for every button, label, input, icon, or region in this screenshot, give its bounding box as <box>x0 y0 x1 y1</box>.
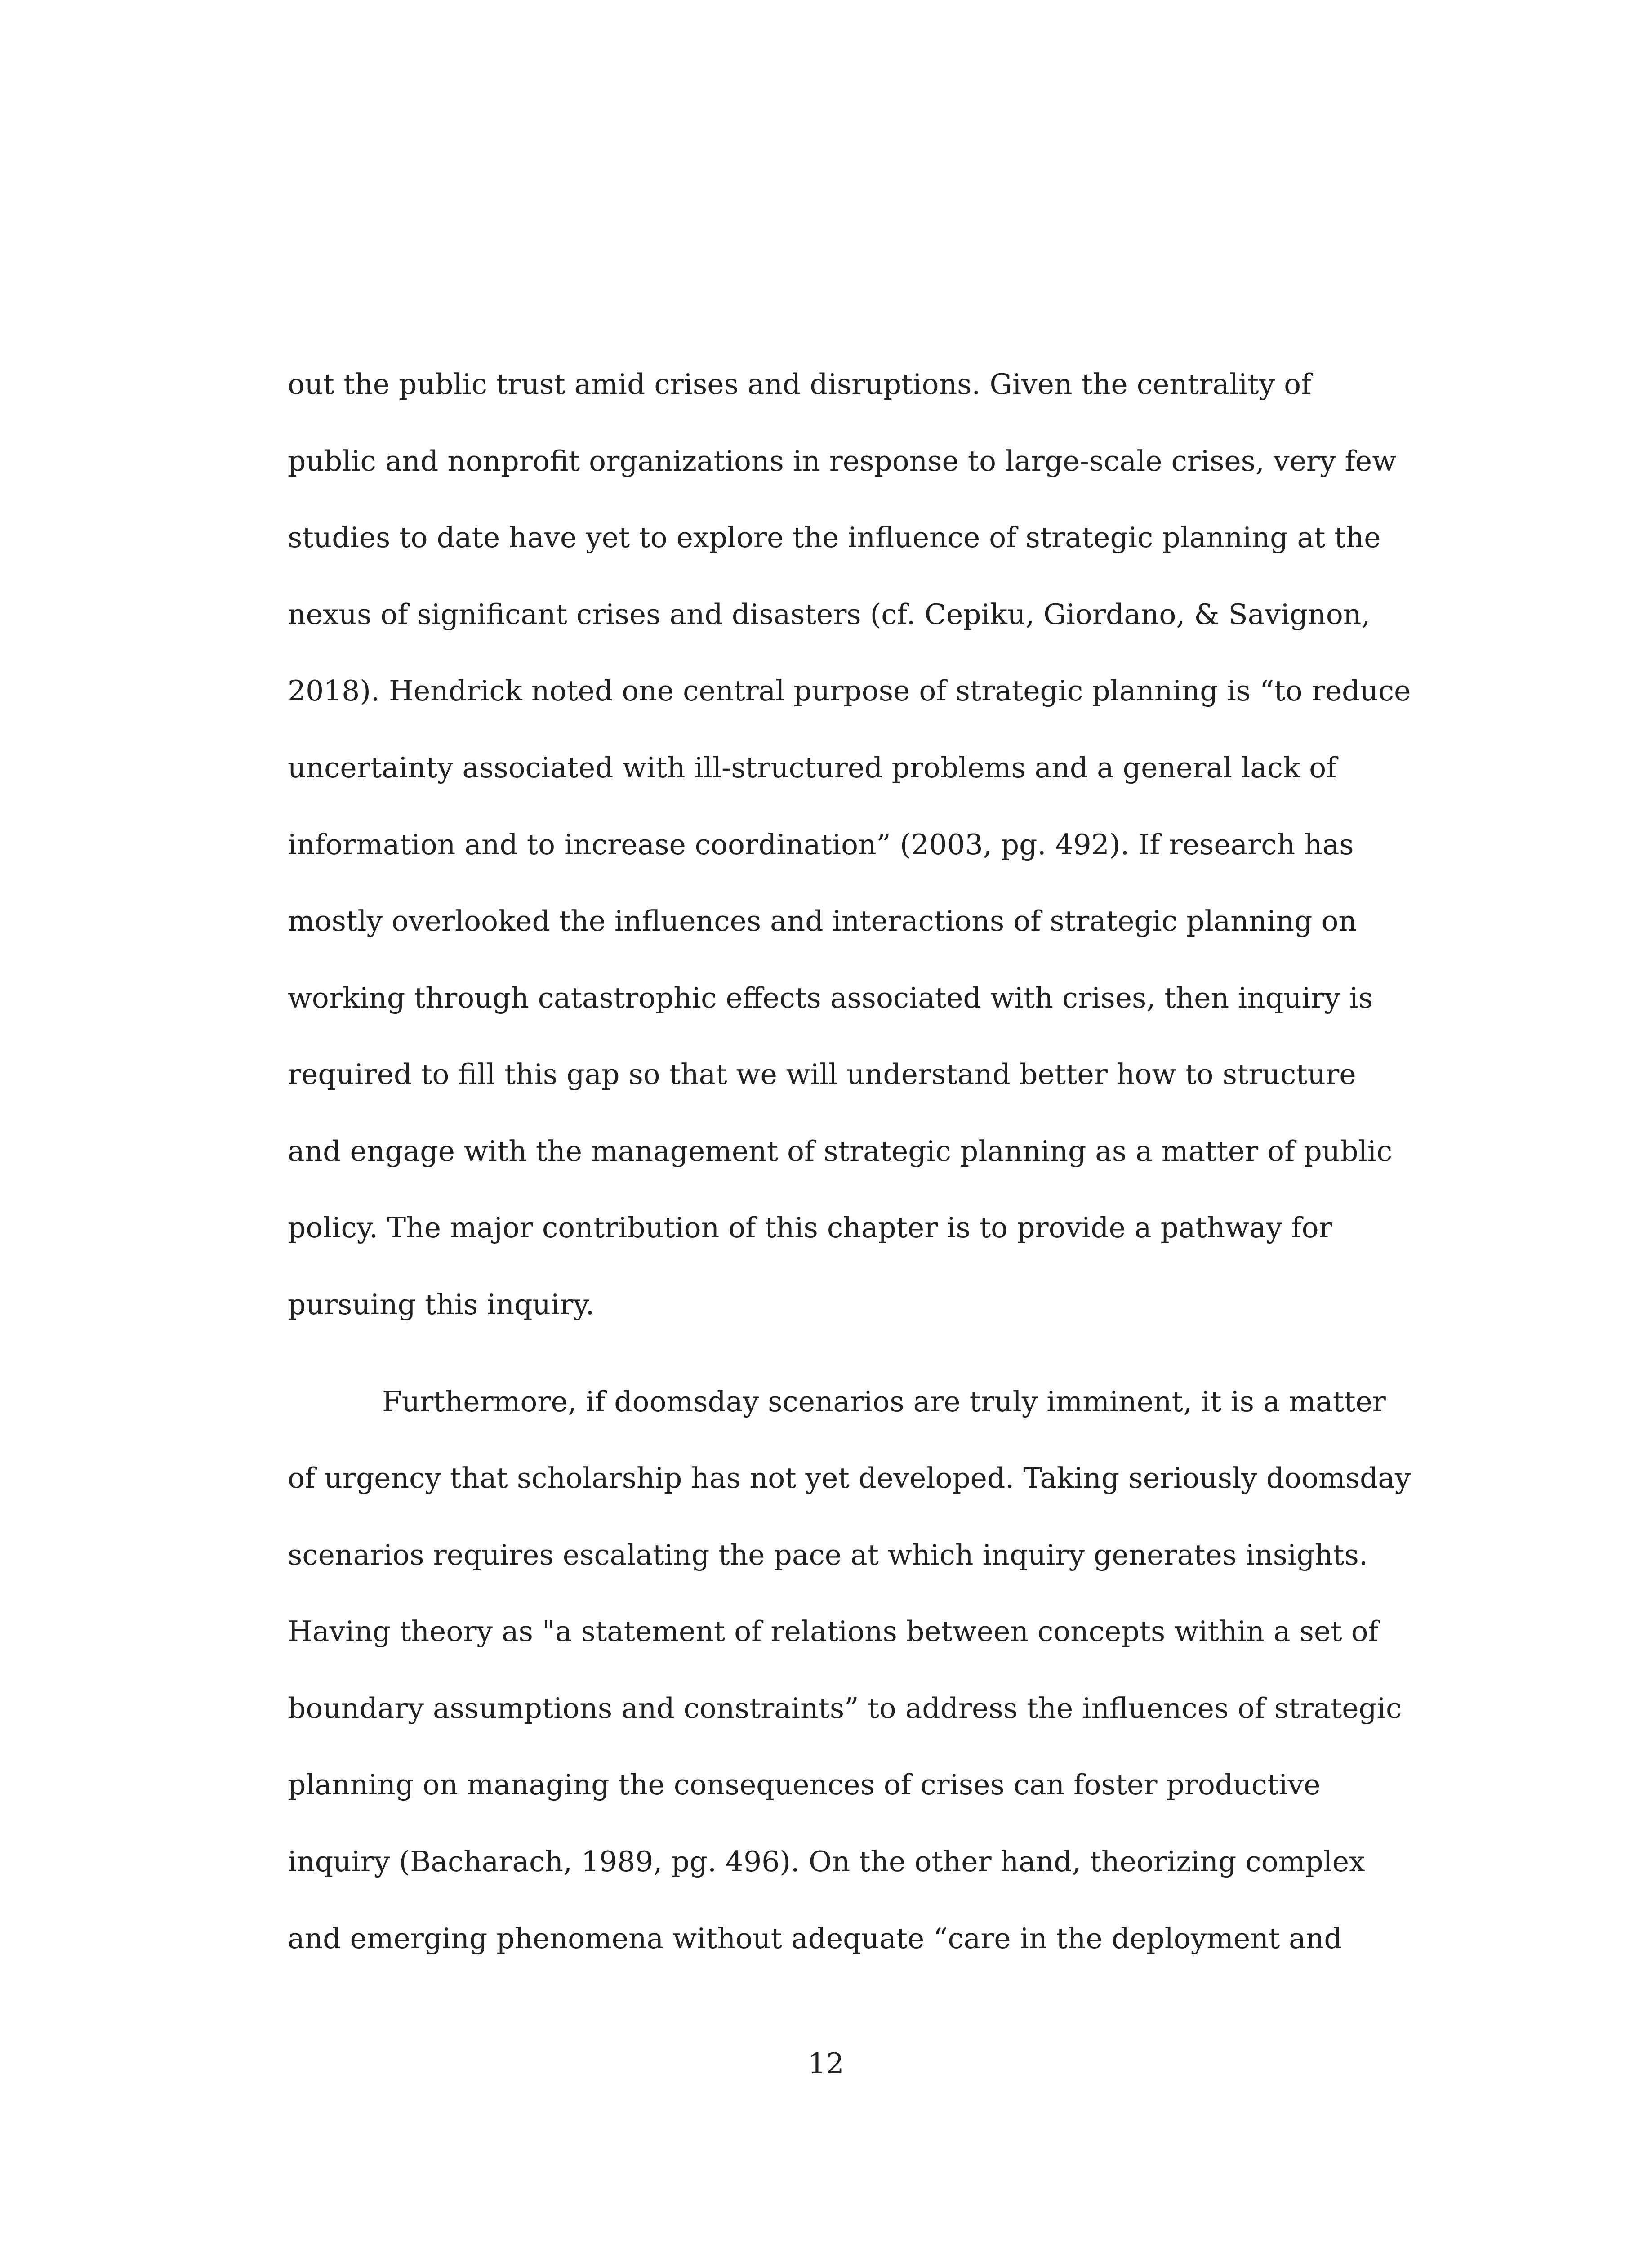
paragraph-1-line-1: out the public trust amid crises and disruptions. Given the centrality of <box>288 368 1312 401</box>
paragraph-2-line-3: scenarios requires escalating the pace at which inquiry generates insights. <box>288 1539 1368 1571</box>
paragraph-1-line-4: nexus of significant crises and disasters (cf. Cepiku, Giordano, & Savignon, <box>288 598 1371 631</box>
paragraph-1-line-7: information and to increase coordination” (2003, pg. 492). If research has <box>288 828 1354 861</box>
paragraph-1-line-6: uncertainty associated with ill-structured problems and a general lack of <box>288 751 1337 784</box>
paragraph-1-line-12: policy. The major contribution of this chapter is to provide a pathway for <box>288 1211 1332 1244</box>
paragraph-2-line-5: boundary assumptions and constraints” to address the influences of strategic <box>288 1692 1402 1725</box>
paragraph-1-line-2: public and nonprofit organizations in response to large-scale crises, very few <box>288 445 1397 477</box>
paragraph-2-line-8: and emerging phenomena without adequate “care in the deployment and <box>288 1922 1342 1955</box>
page-number: 12 <box>808 2047 844 2080</box>
paragraph-1-line-5: 2018). Hendrick noted one central purpose of strategic planning is “to reduce <box>288 674 1411 707</box>
paragraph-2-line-1: Furthermore, if doomsday scenarios are truly imminent, it is a matter <box>382 1385 1386 1418</box>
paragraph-2-line-7: inquiry (Bacharach, 1989, pg. 496). On the other hand, theorizing complex <box>288 1845 1365 1878</box>
paragraph-1-line-13: pursuing this inquiry. <box>288 1288 595 1321</box>
paragraph-1-line-9: working through catastrophic effects associated with crises, then inquiry is <box>288 981 1373 1014</box>
paragraph-1-line-8: mostly overlooked the influences and interactions of strategic planning on <box>288 905 1357 937</box>
paragraph-2-line-4: Having theory as "a statement of relations between concepts within a set of <box>288 1615 1379 1648</box>
paragraph-1-line-10: required to fill this gap so that we will understand better how to structure <box>288 1058 1356 1091</box>
paragraph-2-line-6: planning on managing the consequences of crises can foster productive <box>288 1768 1321 1801</box>
paragraph-1-line-3: studies to date have yet to explore the influence of strategic planning at the <box>288 521 1381 554</box>
paragraph-1-line-11: and engage with the management of strategic planning as a matter of public <box>288 1135 1393 1168</box>
paragraph-2-line-2: of urgency that scholarship has not yet developed. Taking seriously doomsday <box>288 1462 1411 1494</box>
